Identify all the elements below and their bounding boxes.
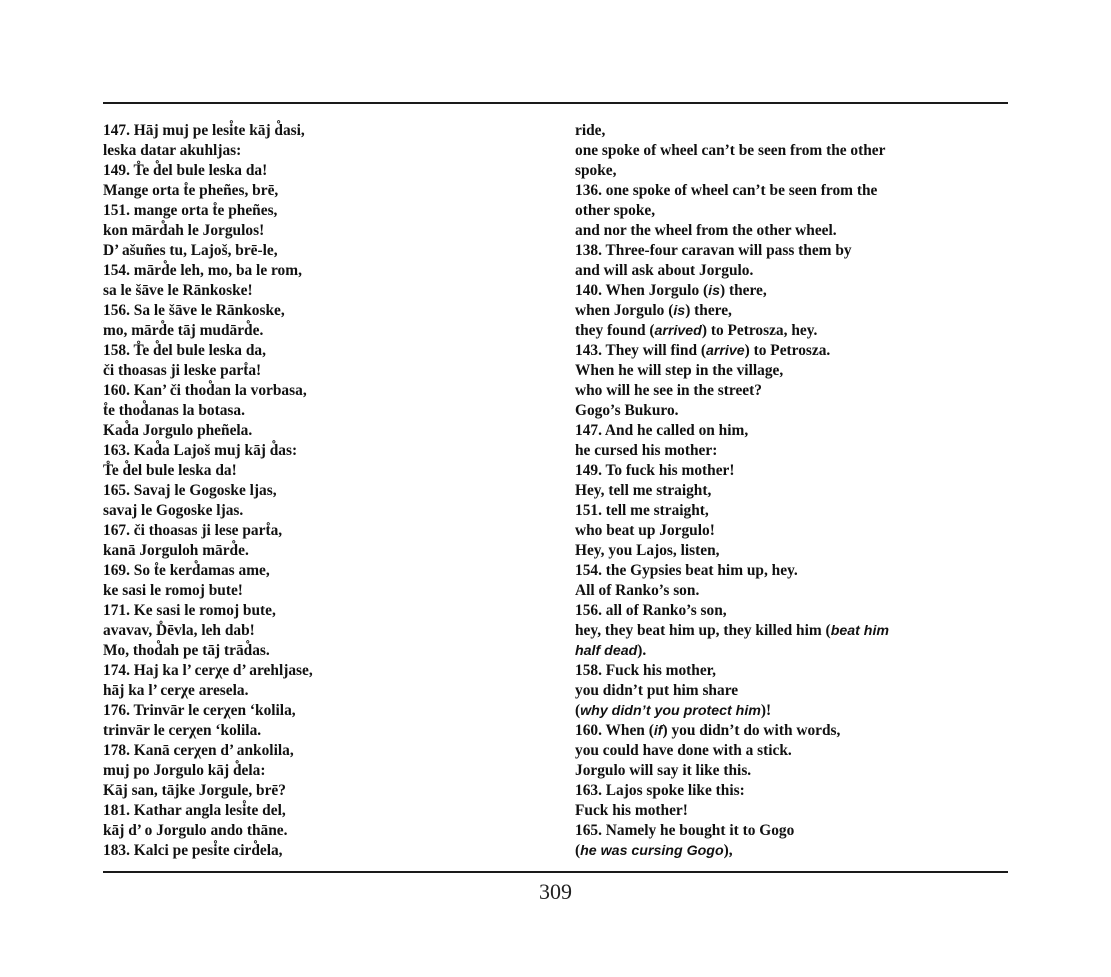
- line-segment: and will ask about Jorgulo.: [575, 262, 754, 279]
- verse-line: 156. Sa le šāve le Rānkoske,: [103, 302, 285, 319]
- verse-line: 174. Haj ka l’ cerχe d’ arehljase,: [103, 662, 313, 679]
- line-segment: 154. the Gypsies beat him up, hey.: [575, 562, 798, 579]
- translation-line: [575, 421, 1015, 441]
- line-segment: you could have done with a stick.: [575, 742, 792, 759]
- line-segment: 136. one spoke of wheel can’t be seen from the: [575, 182, 878, 199]
- verse-line: muj po Jorgulo kāj d̊ela:: [103, 762, 266, 779]
- line-segment: 156. all of Ranko’s son,: [575, 602, 727, 619]
- verse-line: 176. Trinvār le cerχen ‘kolila,: [103, 702, 296, 719]
- line-segment: 149. To fuck his mother!: [575, 462, 735, 479]
- line-segment: who will he see in the street?: [575, 382, 762, 399]
- verse-line: savaj le Gogoske ljas.: [103, 502, 244, 519]
- verse-line: hāj ka l’ cerχe aresela.: [103, 682, 249, 699]
- translation-line: [575, 161, 1015, 181]
- line-segment: 140. When Jorgulo (: [575, 282, 709, 299]
- translation-line: [575, 361, 1015, 381]
- verse-line: kanā Jorguloh mārd̊e.: [103, 542, 249, 559]
- italic-gloss: beat him: [830, 623, 890, 639]
- line-segment: 147. And he called on him,: [575, 422, 749, 439]
- line-segment: Hey, you Lajos, listen,: [575, 542, 720, 559]
- bottom-rule: [103, 871, 1008, 873]
- translation-line: [575, 521, 1015, 541]
- verse-line: 149. T̊e d̊el bule leska da!: [103, 162, 268, 179]
- italic-gloss: half dead: [575, 643, 638, 659]
- line-segment: Fuck his mother!: [575, 802, 688, 819]
- translation-line: [575, 281, 1015, 301]
- translation-line: [575, 381, 1015, 401]
- verse-line: Mange orta t̊e pheñes, brē,: [103, 182, 279, 199]
- verse-line: kāj d’ o Jorgulo ando thāne.: [103, 822, 288, 839]
- line-segment: ride,: [575, 122, 606, 139]
- verse-line: 183. Kalci pe pesi̊te cird̊ela,: [103, 842, 283, 859]
- line-segment: All of Ranko’s son.: [575, 582, 700, 599]
- line-segment: when Jorgulo (: [575, 302, 674, 319]
- verse-line: 167. či thoasas ji lese part̊a,: [103, 522, 283, 539]
- line-segment: and nor the wheel from the other wheel.: [575, 222, 837, 239]
- translation-line: [575, 541, 1015, 561]
- verse-line: 151. mange orta t̊e pheñes,: [103, 202, 278, 219]
- verse-line: T̊e d̊el bule leska da!: [103, 462, 237, 479]
- top-rule: [103, 102, 1008, 104]
- line-segment: 151. tell me straight,: [575, 502, 709, 519]
- italic-gloss: is: [673, 303, 686, 319]
- translation-line: [575, 581, 1015, 601]
- translation-line: [575, 401, 1015, 421]
- translation-line: [575, 121, 1015, 141]
- line-segment: one spoke of wheel can’t be seen from the other: [575, 142, 886, 159]
- translation-line: [575, 241, 1015, 261]
- verse-line: 160. Kan’ či thod̊an la vorbasa,: [103, 382, 307, 399]
- line-segment: When he will step in the village,: [575, 362, 784, 379]
- verse-line: 154. mārd̊e leh, mo, ba le rom,: [103, 262, 302, 279]
- line-segment: )!: [760, 702, 772, 719]
- translation-line: [575, 661, 1015, 681]
- translation-line: [575, 681, 1015, 701]
- line-segment: (: [575, 842, 581, 859]
- line-segment: (: [575, 702, 581, 719]
- verse-line: sa le šāve le Rānkoske!: [103, 282, 253, 299]
- line-segment: they found (: [575, 322, 655, 339]
- italic-gloss: he was cursing Gogo: [580, 843, 724, 859]
- italic-gloss: arrived: [654, 323, 702, 339]
- translation-line: [575, 601, 1015, 621]
- verse-line: ke sasi le romoj bute!: [103, 582, 243, 599]
- line-segment: ) to Petrosza, hey.: [701, 322, 818, 339]
- line-segment: ),: [723, 842, 733, 859]
- line-segment: other spoke,: [575, 202, 656, 219]
- verse-line: 158. T̊e d̊el bule leska da,: [103, 342, 266, 359]
- verse-line: 171. Ke sasi le romoj bute,: [103, 602, 276, 619]
- verse-line: Kāj san, tājke Jorgule, brē?: [103, 782, 286, 799]
- verse-line: avavav, D̊ēvla, leh dab!: [103, 622, 255, 639]
- translation-line: [575, 821, 1015, 841]
- italic-gloss: if: [653, 723, 663, 739]
- translation-line: [575, 441, 1015, 461]
- page-number: 309: [539, 879, 572, 904]
- translation-line: [575, 501, 1015, 521]
- verse-line: mo, mārd̊e tāj mudārd̊e.: [103, 322, 264, 339]
- translation-line: [575, 621, 1015, 641]
- translation-line: [575, 321, 1015, 341]
- line-segment: Hey, tell me straight,: [575, 482, 712, 499]
- line-segment: 165. Namely he bought it to Gogo: [575, 822, 795, 839]
- line-segment: ) there,: [719, 282, 767, 299]
- italic-gloss: why didn’t you protect him: [580, 703, 761, 719]
- italic-gloss: arrive: [706, 343, 745, 359]
- verse-line: 181. Kathar angla lesi̊te del,: [103, 802, 286, 819]
- line-segment: hey, they beat him up, they killed him (: [575, 622, 831, 639]
- line-segment: Gogo’s Bukuro.: [575, 402, 679, 419]
- translation-line: [575, 181, 1015, 201]
- verse-line: Kad̊a Jorgulo pheñela.: [103, 422, 253, 439]
- translation-line: [575, 141, 1015, 161]
- translation-line: [575, 841, 1015, 861]
- translation-line: [575, 481, 1015, 501]
- verse-line: t̊e thod̊anas la botasa.: [103, 402, 245, 419]
- translation-line: [575, 781, 1015, 801]
- translation-line: [575, 221, 1015, 241]
- verse-line: Mo, thod̊ah pe tāj trād̊as.: [103, 642, 270, 659]
- translation-line: [575, 341, 1015, 361]
- verse-line: 169. So t̊e kerd̊amas ame,: [103, 562, 270, 579]
- verse-line: či thoasas ji leske part̊a!: [103, 362, 262, 379]
- line-segment: ) to Petrosza.: [744, 342, 831, 359]
- line-segment: 138. Three-four caravan will pass them by: [575, 242, 852, 259]
- line-segment: 158. Fuck his mother,: [575, 662, 716, 679]
- romani-text-column: [103, 121, 543, 861]
- verse-line: 163. Kad̊a Lajoš muj kāj d̊as:: [103, 442, 298, 459]
- verse-line: leska datar akuhljas:: [103, 142, 242, 159]
- translation-line: [575, 261, 1015, 281]
- translation-line: [575, 761, 1015, 781]
- line-segment: ).: [637, 642, 647, 659]
- verse-line: 178. Kanā cerχen d’ ankolila,: [103, 742, 294, 759]
- translation-line: [575, 301, 1015, 321]
- verse-line: kon mārd̊ah le Jorgulos!: [103, 222, 265, 239]
- line-segment: 143. They will find (: [575, 342, 706, 359]
- verse-line: D’ ašuñes tu, Lajoš, brē-le,: [103, 242, 278, 259]
- translation-line: [575, 801, 1015, 821]
- italic-gloss: is: [708, 283, 720, 299]
- line-segment: Jorgulo will say it like this.: [575, 762, 752, 779]
- line-segment: who beat up Jorgulo!: [575, 522, 715, 539]
- line-segment: spoke,: [575, 162, 617, 179]
- english-translation-column: [575, 121, 1015, 861]
- translation-line: [575, 561, 1015, 581]
- line-segment: ) you didn’t do with words,: [662, 722, 841, 739]
- line-segment: 163. Lajos spoke like this:: [575, 782, 745, 799]
- translation-line: [575, 461, 1015, 481]
- translation-line: [575, 641, 1015, 661]
- translation-line: [575, 741, 1015, 761]
- translation-line: [575, 201, 1015, 221]
- translation-line: [575, 701, 1015, 721]
- verse-line: 165. Savaj le Gogoske ljas,: [103, 482, 277, 499]
- verse-line: trinvār le cerχen ‘kolila.: [103, 722, 262, 739]
- translation-line: [575, 721, 1015, 741]
- line-segment: ) there,: [685, 302, 732, 319]
- verse-line: 147. Hāj muj pe lesi̊te kāj d̊asi,: [103, 122, 305, 139]
- line-segment: you didn’t put him share: [575, 682, 739, 699]
- line-segment: 160. When (: [575, 722, 654, 739]
- line-segment: he cursed his mother:: [575, 442, 718, 459]
